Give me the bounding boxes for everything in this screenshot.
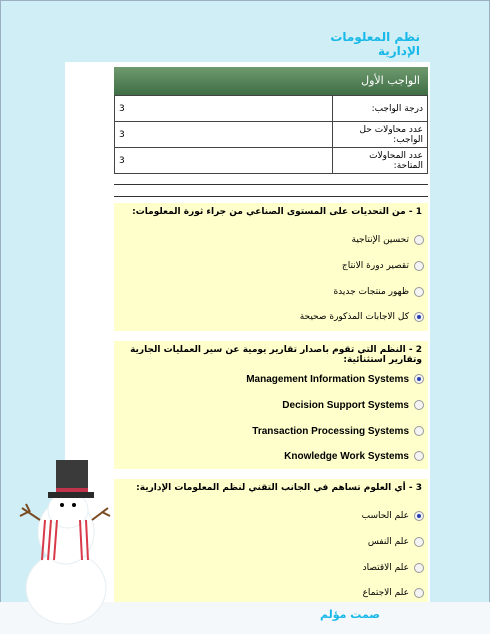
option-label: تقصير دورة الانتاج bbox=[341, 261, 409, 271]
info-value: 3 bbox=[115, 96, 333, 122]
radio-button[interactable] bbox=[414, 537, 424, 547]
radio-button[interactable] bbox=[414, 451, 424, 461]
answer-option[interactable] bbox=[284, 449, 424, 463]
radio-button[interactable] bbox=[414, 400, 424, 410]
question-text: من التحديات على المستوى الصناعي من جراء ثورة المعلومات: bbox=[132, 207, 406, 217]
answer-option[interactable] bbox=[363, 586, 424, 600]
option-label: Management Information Systems bbox=[246, 373, 409, 385]
info-row-available bbox=[115, 148, 428, 174]
answer-option[interactable] bbox=[362, 509, 424, 523]
info-row-attempts bbox=[115, 122, 428, 148]
footer-text: صمت مؤلم bbox=[320, 608, 380, 621]
question-number: 3 - bbox=[408, 483, 422, 493]
answer-option[interactable] bbox=[342, 259, 424, 273]
radio-button[interactable] bbox=[414, 235, 424, 245]
radio-button[interactable] bbox=[414, 287, 424, 297]
option-label: علم الحاسب bbox=[361, 511, 409, 521]
option-label: علم الاقتصاد bbox=[362, 563, 409, 573]
radio-button-selected[interactable] bbox=[414, 511, 424, 521]
answer-option[interactable] bbox=[246, 372, 424, 386]
question-text: النظم التي تقوم باصدار تقارير يومية عن سير العمليات الجارية وتقارير استثنائية: bbox=[130, 345, 422, 365]
answer-option[interactable] bbox=[333, 285, 424, 299]
divider bbox=[114, 184, 428, 185]
info-label: درجة الواجب: bbox=[333, 96, 428, 122]
answer-option[interactable] bbox=[252, 424, 424, 438]
question-2 bbox=[114, 341, 428, 469]
answer-option[interactable] bbox=[368, 535, 424, 549]
answer-option[interactable] bbox=[363, 561, 424, 575]
snowman-icon bbox=[0, 0, 130, 634]
question-number: 1 - bbox=[408, 207, 422, 217]
option-label: علم الاجتماع bbox=[362, 588, 409, 598]
assignment-header: الواجب الأول bbox=[114, 67, 428, 95]
answer-option[interactable] bbox=[300, 310, 424, 324]
answer-option[interactable] bbox=[352, 233, 424, 247]
option-label: ظهور منتجات جديدة bbox=[333, 287, 409, 297]
info-label: عدد المحاولات المتاحة: bbox=[333, 148, 428, 174]
radio-button[interactable] bbox=[414, 588, 424, 598]
option-label: Transaction Processing Systems bbox=[252, 425, 409, 437]
question-number: 2 - bbox=[408, 345, 422, 355]
radio-button-selected[interactable] bbox=[414, 374, 424, 384]
option-label: كل الاجابات المذكورة صحيحة bbox=[299, 312, 409, 322]
question-text: أي العلوم تساهم في الجانب التقني لنظم المعلومات الإدارية: bbox=[136, 483, 406, 493]
assignment-info-table bbox=[114, 95, 428, 174]
radio-button-selected[interactable] bbox=[414, 312, 424, 322]
divider bbox=[114, 196, 428, 197]
info-value: 3 bbox=[115, 122, 333, 148]
site-title: نظم المعلومات الإدارية bbox=[330, 30, 420, 58]
info-value: 3 bbox=[115, 148, 333, 174]
radio-button[interactable] bbox=[414, 261, 424, 271]
option-label: تحسين الإنتاجية bbox=[351, 235, 409, 245]
info-label: عدد محاولات حل الواجب: bbox=[333, 122, 428, 148]
answer-option[interactable] bbox=[282, 398, 424, 412]
question-3 bbox=[114, 479, 428, 607]
option-label: Knowledge Work Systems bbox=[284, 450, 409, 462]
info-row-grade bbox=[115, 96, 428, 122]
radio-button[interactable] bbox=[414, 563, 424, 573]
option-label: Decision Support Systems bbox=[282, 399, 409, 411]
radio-button[interactable] bbox=[414, 426, 424, 436]
option-label: علم النفس bbox=[367, 537, 409, 547]
question-1 bbox=[114, 203, 428, 331]
